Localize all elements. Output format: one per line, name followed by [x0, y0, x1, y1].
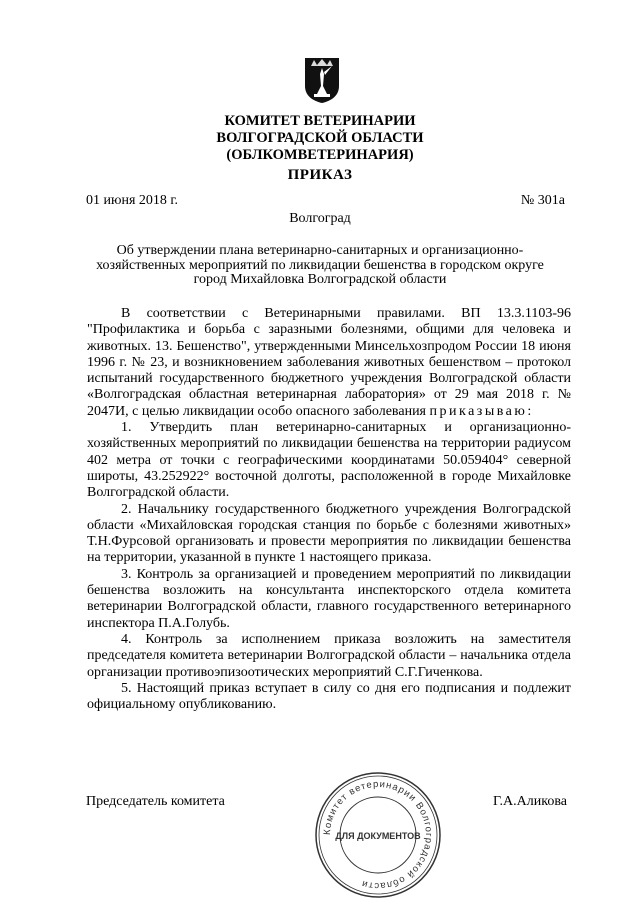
body-item-4: 4. Контроль за исполнением приказа возложить на заместителя председателя комитета ветеринарии Волгоградской области – начальника отдела организации противоэпизоотических мероприятий С.Г.Гиченкова. [87, 631, 571, 680]
body-item-3: 3. Контроль за организацией и проведением мероприятий по ликвидации бешенства возложить на консультанта инспекторского отдела комитета ветеринарии Волгоградской области, главного государственного ветеринарного инспектора П.А.Голубь. [87, 566, 571, 631]
body-item-1: 1. Утвердить план ветеринарно-санитарных и организационно-хозяйственных мероприятий по ликвидации бешенства на территории радиусом 402 метра от точки с географическими координатами 50.059404° северной широты, 43.252922° восточной долготы, расположенной в городе Михайловке Волгоградской области. [87, 420, 571, 501]
document-date: 01 июня 2018 г. [86, 193, 179, 208]
intro-text: В соответствии с Ветеринарными правилами. ВП 13.3.1103-96 "Профилактика и борьба с заразными болезнями, общими для человека и животных. 13. Бешенство", утвержденными Минсельхозпродом России 18 июня 1996 г. № 23, и возникновением заболевания животных бешенством – протокол испытаний государственного бюджетного учреждения Волгоградской области «Волгоградская областная ветеринарная лаборатория» от 29 мая 2018 г. № 2047И, с целью ликвидации особо опасного заболевания [87, 306, 571, 419]
org-line-1: КОМИТЕТ ВЕТЕРИНАРИИ [224, 113, 416, 129]
subject-line-3: город Михайловка Волгоградской области [193, 272, 447, 287]
body-intro [87, 306, 571, 420]
official-stamp [313, 770, 443, 900]
stamp-ring-text: Комитет ветеринарии Волгоградской области [321, 778, 435, 892]
signatory-title: Председатель комитета [86, 794, 225, 809]
document-subject [80, 244, 560, 288]
document-body [87, 306, 571, 713]
org-line-3: (ОБЛКОМВЕТЕРИНАРИЯ) [226, 147, 414, 163]
document-number: № 301а [520, 193, 565, 208]
body-item-5: 5. Настоящий приказ вступает в силу со дня его подписания и подлежит официальному опубликованию. [87, 680, 571, 713]
org-line-2: ВОЛГОГРАДСКОЙ ОБЛАСТИ [216, 130, 424, 146]
document-type: ПРИКАЗ [287, 167, 353, 183]
body-item-2: 2. Начальнику государственного бюджетного учреждения Волгоградской области «Михайловская городская станция по борьбе с болезнями животных» Т.Н.Фурсовой организовать и провести мероприятия по ликвидации бешенства на территории, указанной в пункте 1 настоящего приказа. [87, 501, 571, 566]
order-word: приказываю: [429, 403, 534, 419]
signatory-name: Г.А.Аликова [493, 794, 567, 809]
coat-of-arms-icon [303, 56, 341, 104]
document-city: Волгоград [289, 211, 351, 226]
subject-line-1: Об утверждении плана ветеринарно-санитарных и организационно- [116, 243, 524, 258]
subject-line-2: хозяйственных мероприятий по ликвидации бешенства в городском округе [96, 257, 544, 273]
organization-name [0, 113, 640, 164]
stamp-center-text: ДЛЯ ДОКУМЕНТОВ [335, 831, 421, 841]
